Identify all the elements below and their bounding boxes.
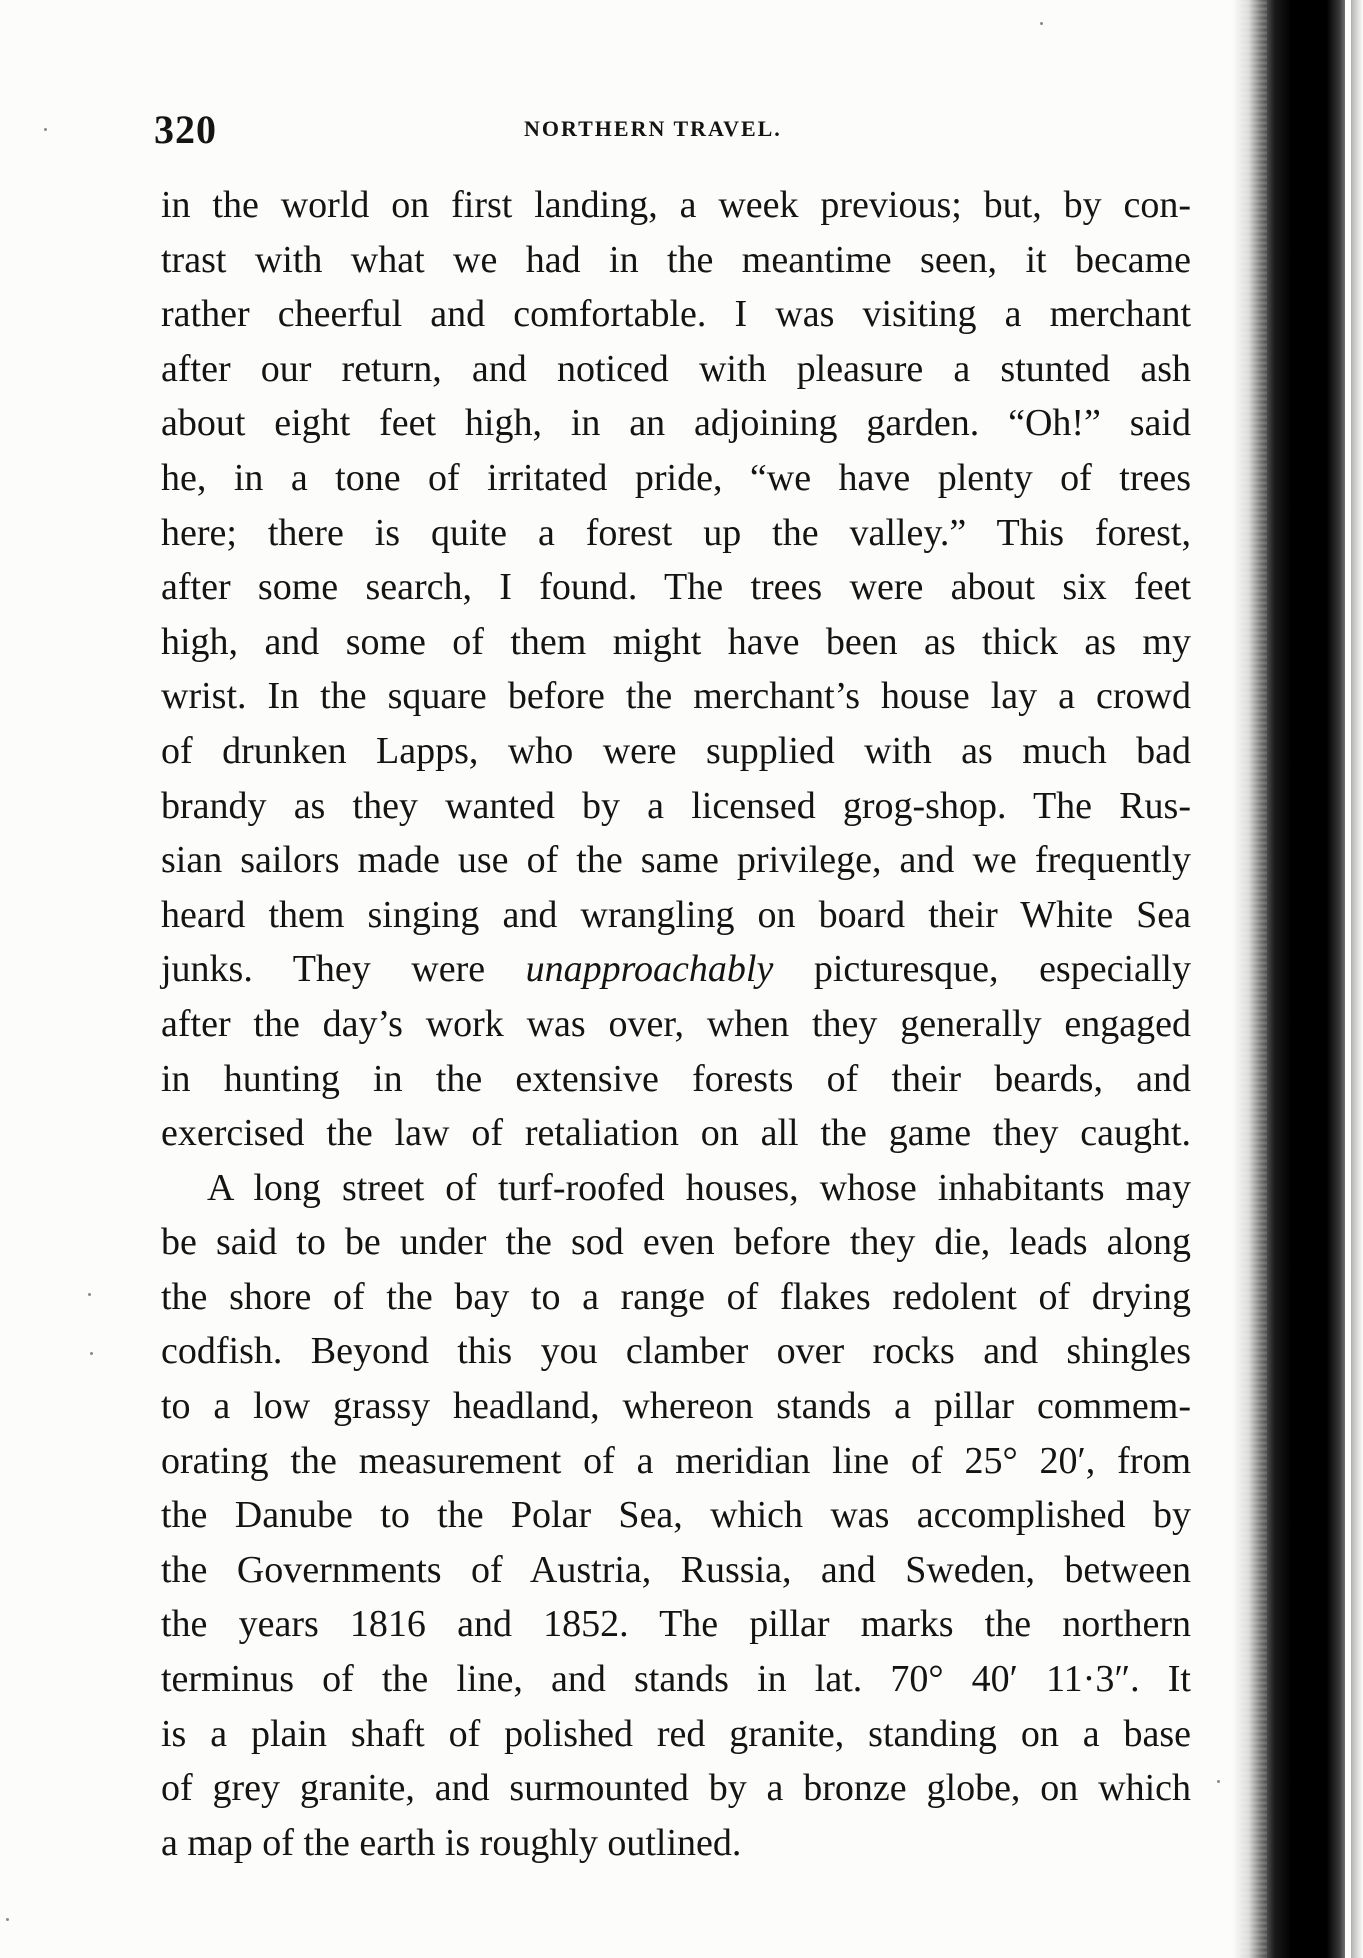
paper-speck [6,1918,9,1921]
paper-speck [1040,22,1043,25]
body-text [161,178,1191,1870]
text-line: the Danube to the Polar Sea, which was accomplished by [161,1494,1191,1537]
text-run: junks. They were [161,948,526,991]
text-line: brandy as they wanted by a licensed grog-shop. The Rus- [161,784,1191,827]
text-line: after the day’s work was over, when they generally engaged [161,1002,1191,1045]
text-line: he, in a tone of irritated pride, “we have plenty of trees [161,456,1191,499]
text-line: about eight feet high, in an adjoining garden. “Oh!” said [161,402,1191,445]
text-line: the Governments of Austria, Russia, and Sweden, between [161,1548,1191,1591]
paragraph-2 [161,1161,1191,1871]
text-line: a map of the earth is roughly outlined. [161,1821,742,1864]
paper-speck [88,1293,91,1296]
text-line: heard them singing and wrangling on board their White Sea [161,893,1191,936]
text-line: the shore of the bay to a range of flakes redolent of drying [161,1275,1191,1318]
text-line: to a low grassy headland, whereon stands a pillar commem- [161,1385,1191,1428]
italic-word: unapproachably [525,948,774,991]
text-line-italic [161,942,1191,997]
running-head: NORTHERN TRAVEL. [524,116,782,141]
text-line: orating the measurement of a meridian line of 25° 20′, from [161,1439,1191,1482]
text-line: high, and some of them might have been as thick as my [161,620,1191,663]
text-line: wrist. In the square before the merchant’s house lay a crowd [161,675,1191,718]
text-line: terminus of the line, and stands in lat. 70° 40′ 11·3″. It [161,1658,1191,1701]
text-line: codfish. Beyond this you clamber over rocks and shingles [161,1330,1191,1373]
text-line: A long street of turf-roofed houses, whose inhabitants may [207,1166,1191,1209]
text-line: rather cheerful and comfortable. I was visiting a merchant [161,293,1191,336]
page-edge [1345,0,1351,1958]
paper-speck [90,1352,93,1355]
binding-edge-texture [1239,0,1267,1958]
text-line: after some search, I found. The trees were about six feet [161,566,1191,609]
paper-speck [44,128,47,131]
page-header [154,106,1194,156]
text-line: of drunken Lapps, who were supplied with as much bad [161,729,1191,772]
paragraph-1 [161,178,1191,1161]
text-line: in the world on first landing, a week previous; but, by con- [161,184,1191,226]
page-number: 320 [154,107,217,152]
text-run: picturesque, especially [773,948,1191,991]
text-line: trast with what we had in the meantime seen, it became [161,238,1191,281]
text-line: sian sailors made use of the same privilege, and we frequently [161,839,1191,882]
text-line: here; there is quite a forest up the valley.” This forest, [161,511,1191,554]
paper-speck [1217,1780,1220,1783]
text-line: exercised the law of retaliation on all the game they caught. [161,1112,1191,1155]
text-line: be said to be under the sod even before they die, leads along [161,1221,1191,1264]
text-line: of grey granite, and surmounted by a bronze globe, on which [161,1767,1191,1810]
text-line: in hunting in the extensive forests of their beards, and [161,1057,1191,1100]
text-line: after our return, and noticed with pleasure a stunted ash [161,347,1191,390]
text-line: the years 1816 and 1852. The pillar marks the northern [161,1603,1191,1646]
text-line: is a plain shaft of polished red granite, standing on a base [161,1712,1191,1755]
